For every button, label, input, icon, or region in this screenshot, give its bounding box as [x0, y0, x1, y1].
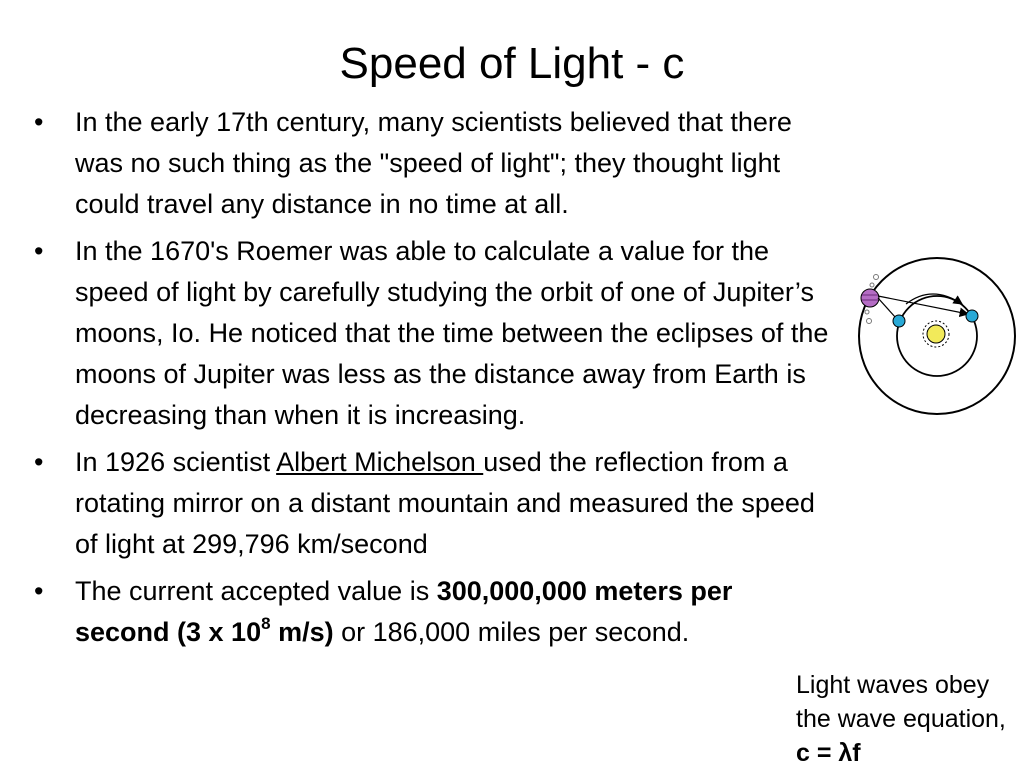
bullet-early-17th-century — [34, 102, 834, 225]
bullet-list — [34, 102, 834, 659]
wave-equation: c = λf — [796, 739, 861, 767]
caption-text: Light waves obey the wave equation, — [796, 671, 1006, 733]
exponent: 8 — [261, 614, 271, 633]
albert-michelson-link[interactable]: Albert Michelson — [276, 447, 484, 477]
earth-icon — [893, 315, 905, 327]
earth-icon — [966, 310, 978, 322]
wave-equation-caption — [796, 668, 1021, 770]
roemer-orbit-diagram — [852, 244, 1024, 424]
bullet-marker: • — [34, 107, 44, 137]
bold-value: 300,000,000 meters per second (3 x 10 — [75, 576, 733, 647]
bullet-michelson — [34, 442, 834, 565]
bullet-text: In the 1670's Roemer was able to calculate a value for the speed of light by carefully studying the orbit of one of Jupiter’s moons, Io. He noticed that the time between the eclipses of the moons of Jupiter was less as the distance away from Earth is decreasing than when it is increasing. — [75, 236, 829, 430]
bullet-text-post: or 186,000 miles per second. — [333, 617, 690, 647]
sun-icon — [923, 321, 949, 347]
bullet-text-pre: In 1926 scientist — [75, 447, 277, 477]
bullet-marker: • — [34, 447, 44, 477]
bullet-marker: • — [34, 236, 44, 266]
slide-title: Speed of Light - c — [339, 39, 685, 88]
bullet-text-post: used the reflection from a rotating mirror on a distant mountain and measured the speed of light at 299,796 km/second — [75, 447, 815, 559]
bullet-text: In the early 17th century, many scientists believed that there was no such thing as the "speed of light"; they thought light could travel any distance in no time at all. — [75, 107, 792, 219]
bullet-marker: • — [34, 576, 44, 606]
bullet-accepted-value — [34, 571, 834, 653]
bullet-roemer — [34, 231, 834, 436]
light-path-near — [878, 298, 896, 318]
jupiter-icon — [861, 289, 879, 307]
bold-unit: m/s) — [270, 617, 334, 647]
bullet-text-pre: The current accepted value is — [75, 576, 437, 606]
